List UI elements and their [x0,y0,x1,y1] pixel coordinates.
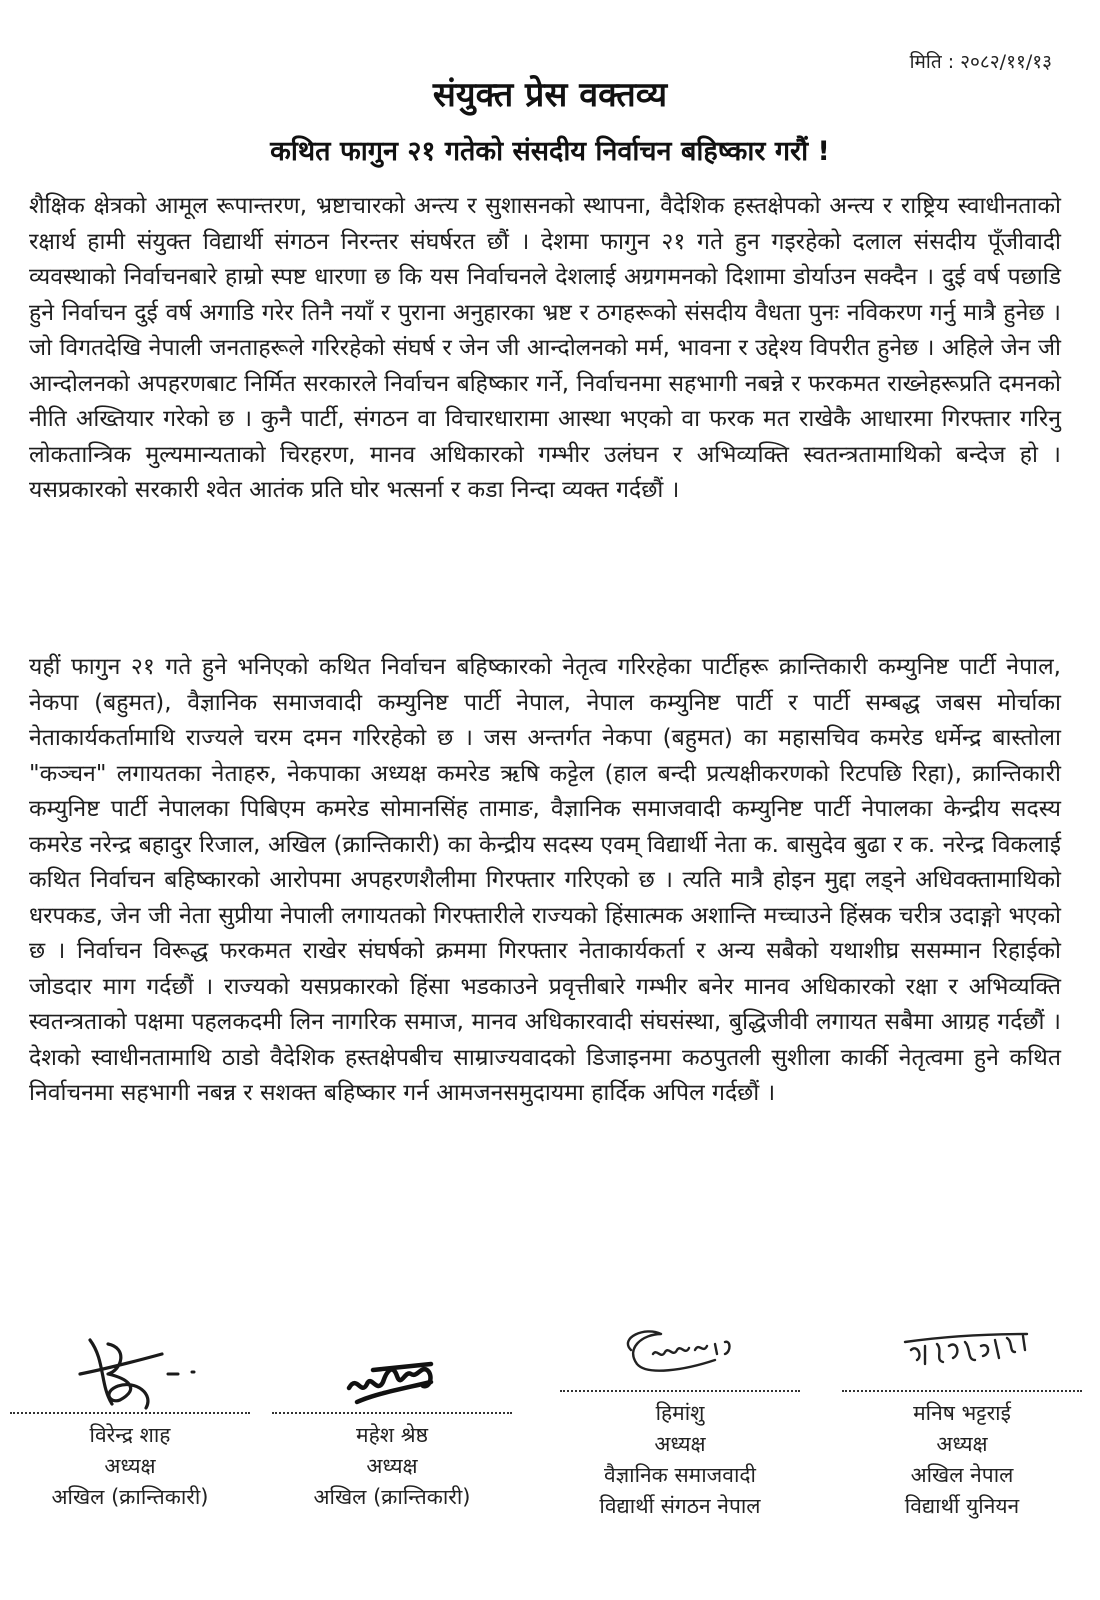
signatory-3-role: अध्यक्ष [654,1432,706,1456]
signatory-3-org-line-2: विद्यार्थी संगठन नेपाल [599,1494,761,1518]
signatory-1-role: अध्यक्ष [104,1454,156,1478]
signatory-3-name: हिमांशु [655,1401,705,1425]
signature-1-image [0,1330,260,1410]
handwritten-signature-3 [595,1320,765,1386]
signatory-2-org: अखिल (क्रान्तिकारी) [313,1485,471,1509]
document-subtitle: कथित फागुन २१ गतेको संसदीय निर्वाचन बहिष्कार गरौं ! [270,136,830,167]
signatory-2 [262,1330,522,1513]
signatory-1-org: अखिल (क्रान्तिकारी) [51,1485,209,1509]
signature-line-2 [272,1412,512,1414]
signature-line-4 [842,1390,1082,1392]
signature-line-1 [10,1412,250,1414]
signatory-3-org: वैज्ञानिक समाजवादी [604,1463,756,1487]
signatory-4-name: मनिष भट्टराई [913,1401,1011,1425]
signatory-4-org-line-2: विद्यार्थी युनियन [904,1494,1020,1518]
signatory-1 [0,1330,260,1513]
signatory-2-name: महेश श्रेष्ठ [356,1423,428,1447]
signature-line-3 [560,1390,800,1392]
signature-4-image [832,1320,1092,1388]
handwritten-signature-1 [50,1330,210,1412]
signature-3-image [550,1320,810,1388]
handwritten-signature-4 [877,1320,1047,1386]
statement-date: मिति : २०८२/११/१३ [909,51,1052,73]
signatory-4-org: अखिल नेपाल [910,1463,1014,1487]
signatory-1-name: विरेन्द्र शाह [89,1423,171,1447]
body-paragraph-2: यहीं फागुन २१ गते हुने भनिएको कथित निर्वाचन बहिष्कारको नेतृत्व गरिरहेका पार्टीहरू क्रान्तिकारी कम्युनिष्ट पार्टी नेपाल, नेकपा (बहुमत), वैज्ञानिक समाजवादी कम्युनिष्ट पार्टी नेपाल, नेपाल कम्युनिष्ट पार्टी र पार्टी सम्बद्ध जबस मोर्चाका नेताकार्यकर्तामाथि राज्यले चरम दमन गरिरहेको छ । जस अन्तर्गत नेकपा (बहुमत) का महासचिव कमरेड धर्मेन्द्र बास्तोला "कञ्चन" लगायतका नेताहरु, नेकपाका अध्यक्ष कमरेड ऋषि कट्टेल (हाल बन्दी प्रत्यक्षीकरणको रिटपछि रिहा), क्रान्तिकारी कम्युनिष्ट पार्टी नेपालका पिबिएम कमरेड सोमानसिंह तामाङ, वैज्ञानिक समाजवादी कम्युनिष्ट पार्टी नेपालका केन्द्रीय सदस्य कमरेड नरेन्द्र बहादुर रिजाल, अखिल (क्रान्तिकारी) का केन्द्रीय सदस्य एवम् विद्यार्थी नेता क. बासुदेव बुढा र क. नरेन्द्र विकलाई कथित निर्वाचन बहिष्कारको आरोपमा अपहरणशैलीमा गिरफ्तार गरिएको छ । त्यति मात्रै होइन मुद्दा लड्ने अधिवक्तामाथिको धरपकड, जेन जी नेता सुप्रीया नेपाली लगायतको गिरफ्तारीले राज्यको हिंसात्मक अशान्ति मच्चाउने हिंस्रक चरीत्र उदाङ्गो भएको छ । निर्वाचन विरूद्ध फरकमत राखेर संघर्षको क्रममा गिरफ्तार नेताकार्यकर्ता र अन्य सबैको यथाशीघ्र ससम्मान रिहाईको जोडदार माग गर्दछौं । राज्यको यसप्रकारको हिंसा भडकाउने प्रवृत्तीबारे गम्भीर बनेर मानव अधिकारको रक्षा र अभिव्यक्ति स्वतन्त्रताको पक्षमा पहलकदमी लिन नागरिक समाज, मानव अधिकारवादी संघसंस्था, बुद्धिजीवी लगायत सबैमा आग्रह गर्दछौं । देशको स्वाधीनतामाथि ठाडो वैदेशिक हस्तक्षेपबीच साम्राज्यवादको डिजाइनमा कठपुतली सुशीला कार्की नेतृत्वमा हुने कथित निर्वाचनमा सहभागी नबन्न र सशक्त बहिष्कार गर्न आमजनसमुदायमा हार्दिक अपिल गर्दछौं । [29,654,1061,1106]
signatory-3 [550,1320,810,1522]
signatory-4-role: अध्यक्ष [936,1432,988,1456]
signature-2-image [262,1330,522,1410]
body-paragraph-1: शैक्षिक क्षेत्रको आमूल रूपान्तरण, भ्रष्टाचारको अन्त्य र सुशासनको स्थापना, वैदेशिक हस्तक्षेपको अन्त्य र राष्ट्रिय स्वाधीनताको रक्षार्थ हामी संयुक्त विद्यार्थी संगठन निरन्तर संघर्षरत छौं । देशमा फागुन २१ गते हुन गइरहेको दलाल संसदीय पूँजीवादी व्यवस्थाको निर्वाचनबारे हाम्रो स्पष्ट धारणा छ कि यस निर्वाचनले देशलाई अग्रगमनको दिशामा डोर्याउन सक्दैन । दुई वर्ष पछाडि हुने निर्वाचन दुई वर्ष अगाडि गरेर तिनै नयाँ र पुराना अनुहारका भ्रष्ट र ठगहरूको संसदीय वैधता पुनः नविकरण गर्नु मात्रै हुनेछ । जो विगतदेखि नेपाली जनताहरूले गरिरहेको संघर्ष र जेन जी आन्दोलनको मर्म, भावना र उद्देश्य विपरीत हुनेछ । अहिले जेन जी आन्दोलनको अपहरणबाट निर्मित सरकारले निर्वाचन बहिष्कार गर्ने, निर्वाचनमा सहभागी नबन्ने र फरकमत राख्नेहरूप्रति दमनको नीति अख्तियार गरेको छ । कुनै पार्टी, संगठन वा विचारधारामा आस्था भएको वा फरक मत राखेकै आधारमा गिरफ्तार गरिनु लोकतान्त्रिक मुल्यमान्यताको चिरहरण, मानव अधिकारको गम्भीर उलंघन र अभिव्यक्ति स्वतन्त्रतामाथिको बन्देज हो । यसप्रकारको सरकारी श्वेत आतंक प्रति घोर भत्सर्ना र कडा निन्दा व्यक्त गर्दछौं । [29,193,1061,503]
signatory-2-role: अध्यक्ष [366,1454,418,1478]
document-title: संयुक्त प्रेस वक्तव्य [432,75,668,115]
handwritten-signature-2 [327,1330,457,1412]
signatory-4 [832,1320,1092,1522]
